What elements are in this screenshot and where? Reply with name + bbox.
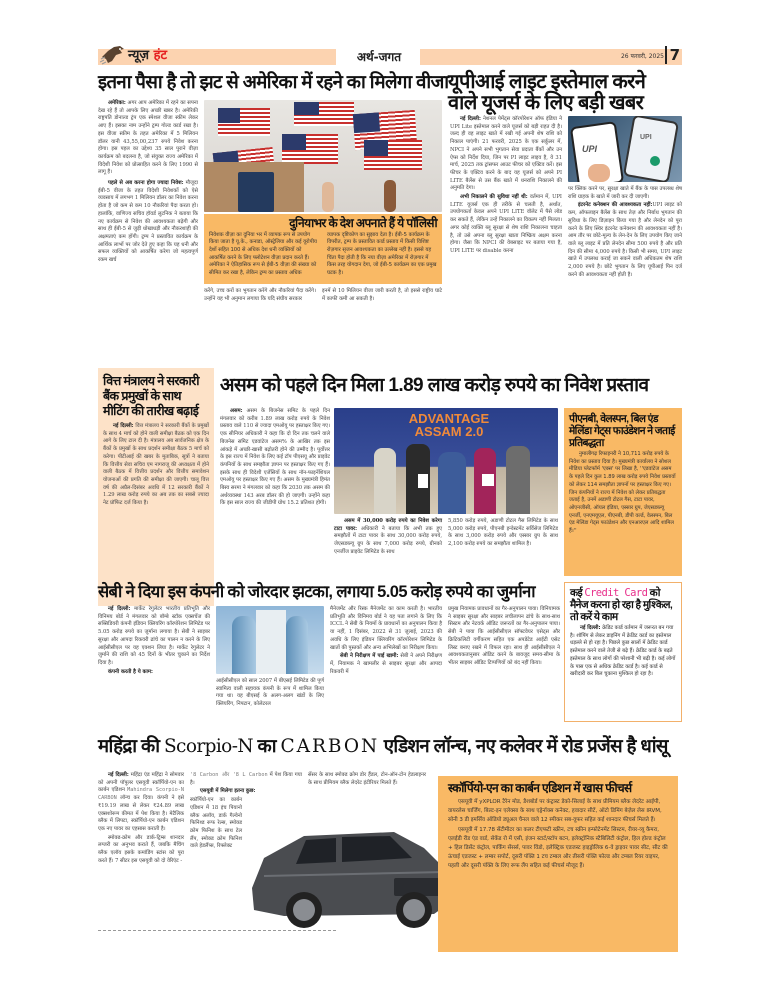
building-center <box>256 610 286 674</box>
finance-ministry-headline: वित्त मंत्रालय ने सरकारी बैंक प्रमुखों के साथ मीटिंग की तारीख बढ़ाई <box>103 374 199 418</box>
scorpio-headline <box>98 736 682 756</box>
visa-lead-column <box>98 100 198 266</box>
logo-text <box>128 45 167 63</box>
masthead <box>98 42 682 68</box>
hand <box>322 182 334 212</box>
logo[interactable] <box>100 42 167 66</box>
assam-col3: 5,850 करोड़ रुपये, अडाणी टोटल गैस लिमिटेड के साथ 5,000 करोड़ रुपये, पीएनबी इन्वेस्टमेंट सर्विसेज लिमिटेड के साथ 3,000 करोड़ रुपये और एस्सार ग्रुप के साथ 2,100 करोड़ रुपये का समझौता शामिल है। <box>448 518 558 548</box>
scorpio-box-text1: एसयूवी में yXPLOR टैरेन मोड, डैशबोर्ड पर कंट्रास्ट डेको-सिलाई के साथ प्रीमियम ब्लैक लेदरेट आईपी, वायरलेस चार्जिंग, बिल्ट-इन एलेक्सा के साथ एड्रेनॉक्स कनेक्ट, हवादार सीटें, ऑटो डिमिंग बेज़ेल लेस IRVM, सोनी 3 डी इमर्सिव ऑडियो ड्यूअल चैनल वाले 12 स्पीकर सब-वूफर सहित कई शानदार फीचर्स मिलते हैं। <box>448 798 662 823</box>
page-number: 7 <box>665 46 680 64</box>
sebi-subheading-1: कंपनी करती है ये काम: <box>108 668 153 675</box>
upi-text1: नेशनल पेमेंट्स कॉरपोरेशन ऑफ इंडिया ने UPI Lite इस्तेमाल करने वाले यूजर्स को बड़ी राहत दी है। जल्द ही वह लाइट खाते में रखी गई अपनी शेष राशि को निकाल पाएंगी। 21 फरवरी, 2025 के एक सर्कुलर में, NPCI ने अपने सभी भुगतान सेवा प्रदाता बैंकों और उन ऐप्स को निर्देश दिया, जिन पर PI लाइट लाइव है, वे 31 मार्च, 2025 तक ट्रांसफर आउट फीचर को एक्टिव करें। इस फीचर के एक्टिव करने के बाद यह यूजर्स को अपने PI LITE बैलेंस से उस बैंक खाते में धनराशि निकालने की अनुमति देगा। <box>450 116 562 192</box>
us-flag-1 <box>218 108 270 136</box>
scorpio-model-name: Mahindra Scorpio-N CARBON <box>98 787 185 802</box>
scorpio-headline-e: एडिशन लॉन्च, नए कलेवर में रोड प्रजेंस है धांसू <box>383 735 668 756</box>
building-tower-left <box>232 616 256 674</box>
upi-logo-right: UPI <box>640 134 652 141</box>
visa-box-title: दुनियाभर के देश अपनाते हैं ये पॉलिसी <box>289 216 437 230</box>
hand <box>384 180 396 212</box>
upi-text3: पर क्लिक करने पर, सुरक्षा खाते में बैंक के पास उपलब्ध शेष राशि ग्राहक के खाते में जारी कर दी जाएगी। <box>568 186 682 200</box>
sebi-col1 <box>98 606 210 677</box>
assam-text2: अधिकारी ने बताया कि अभी तक हुए समझौतों में टाटा पावर के साथ 30,000 करोड़ रुपये, जेएसडब्ल्यू ग्रुप के साथ 7,000 करोड़ रुपये, ग्रीनको एनर्जीज प्राइवेट लिमिटेड के साथ <box>334 525 442 555</box>
bse-building-image <box>216 606 324 674</box>
credit-card-body: क्रेडिट कार्ड वर्तमान में जरूरत बन गया है। शॉपिंग से लेकर डाइनिंग में क्रेडिट कार्ड का इस्तेमाल धड़ल्ले से हो रहा है। पिछले कुछ सालों में क्रेडिट कार्ड इस्तेमाल करने वाले तेजी से बढ़े हैं। क्रेडिट कार्ड के बढ़ते इस्तेमाल के साथ लोगों की परेशानी भी बढ़ी है। कई लोगों के पास एक से अधिक क्रेडिट कार्ड है। कई कार्ड से खरीदारी कर बिल चुकाना मुश्किल हो रहा है। <box>570 625 676 678</box>
finance-ministry-dateline: नई दिल्ली: <box>113 423 134 429</box>
visa-policy-box <box>204 214 442 284</box>
upi-headline <box>448 72 682 114</box>
banner-line1: ADVANTAGE <box>408 411 490 426</box>
assam-headline: असम को पहले दिन मिला 1.89 लाख करोड़ रुपये का निवेश प्रस्ताव <box>220 375 649 396</box>
sebi-dateline: नई दिल्ली: <box>108 606 131 612</box>
sebi-text3: सेबी ने अपने निरीक्षण में, नियामक ने खामलीर से साइबर सुरक्षा और आपदा रिकवरी में <box>330 653 442 675</box>
finance-ministry-body: वित्त मंत्रालय ने सरकारी बैंकों के प्रमुखों के साथ 4 मार्च को होने वाली समीक्षा बैठक को एक दिन आगे के लिए टाल दी है। मंत्रालय अब सार्वजनिक क्षेत्र के बैंकों के प्रमुखों के साथ प्रदर्शन समीक्षा बैठक 5 मार्च को करेगा। पीटीआई की खबर के मुताबिक, सूत्रों ने बताया कि वित्तीय सेवा सचिव एम नागराजू की अध्यक्षता में होने वाली बैठक में वित्तीय प्रदर्शन और वित्तीय समावेशन योजनाओं की प्रगति की समीक्षा की जाएगी। चालू वित्त वर्ष की अप्रैल-दिसंबर अवधि में 12 सरकारी बैंकों ने 1.29 लाख करोड़ रुपये का अब तक का सबसे ज्यादा नेट प्रॉफिट दर्ज किया है। <box>103 423 209 507</box>
upi-headline-line2: वाले यूजर्स के लिए बड़ी खबर <box>448 92 644 114</box>
visa-dateline: अमेरिका: <box>108 100 126 106</box>
certificate-1 <box>418 474 428 488</box>
upi-col1 <box>450 116 562 257</box>
sebi-col4: प्रमुख नियामक प्रावधानों का गैर-अनुपालन पाया। विनियामक ने साइबर सुरक्षा और साइबर लचीलापन ढांचे के साथ-साथ सिस्टम और नेटवर्क ऑडिट जरूरतों का गैर-अनुपालन पाया। सेबी ने पाया कि आईसीसीएल सॉफ्टवेयर एसेट्स और क्रिटिकलिटी वर्गीकरण सहित एक अपडेटेड आईटी एसेट लिस्ट बनाए रखने में विफल रहा। साथ ही आईसीसीएल ने आवश्यकतानुसार ऑडिट करने के बावजूद समय-सीमा के भीतर साइबर ऑडिट टिप्पणियों को बंद नहीं किया। <box>448 606 560 666</box>
scorpio-car-image <box>244 818 454 930</box>
sebi-image-caption: आईसीसीएल को साल 2007 में बीएसई लिमिटेड की पूर्ण स्वामित्व वाली सहायक कंपनी के रूप में शामिल किया गया था। यह बीएसई के अलग-अलग खंडों के लिए क्लियरिंग, निपटान, कोलेटरल <box>216 678 324 708</box>
scorpio-text3: में पेश किया गया है। <box>190 772 302 786</box>
certificate-2 <box>482 474 494 486</box>
credit-card-box <box>564 582 682 722</box>
assam-subheading: असम में 30,000 करोड़ रुपये का निवेश करेगा टाटा पावर: <box>334 518 442 532</box>
visa-sub-text: मौजूदा ईबी-5 वीजा के तहत विदेशी निवेशकों को ऐसे व्यवसाय में लगभग 1 मिलियन डॉलर का निवेश करना होता है जो कम से कम 10 नौकरियां पैदा करता हो। हालांकि, वाणिज्य सचिव हॉवर्ड लुटनिक ने बताया कि नए कार्यक्रम से निवेश की आवश्यकता बढ़ेगी और साथ ही ईबी-5 से जुड़ी धोखाधड़ी और नौकरशाही की अक्षमताएं कम होंगी। ट्रम्प ने प्रस्तावित कार्यक्रम के आर्थिक लाभों पर जोर देते हुए कहा कि यह धनी और सफल व्यक्तियों को आकर्षित करेगा जो महत्वपूर्ण रकम खर्च <box>98 180 198 264</box>
credit-card-highlight: Credit Card <box>584 587 648 599</box>
section-title: अर्थ-जगत <box>356 50 402 64</box>
pnb-text: नुमालीगढ़ रिफाइनरी ने 10,711 करोड़ रुपये के निवेश का प्रस्ताव दिया है। मुख्यमंत्री कार्यालय ने सोशल मीडिया प्लेटफॉर्म 'एक्स' पर लिखा है, ''एडवांटेज असम के पहले दिन कुल 1.89 लाख करोड़ रुपये निवेश प्रस्तावों को लेकर 114 समझौता ज्ञापनों पर हस्ताक्षर किए गए। जिन कंपनियों ने राज्य में निवेश को लेकर प्रतिबद्धता जताई है, उनमें अडाणी टोटल गैस, टाटा पावर, ओएनजीसी, ऑयल इंडिया, एस्सार ग्रुप, जेएसडब्ल्यू एनर्जी, एनएमयूएल, पीएनबी, डीपी वर्ल्ड, वेलस्पन, बिल एंड मेलिंडा गेट्स फाउंडेशन और एनआरएल आदि शामिल हैं।'' <box>569 451 676 535</box>
building-tower-right <box>286 616 308 674</box>
scorpio-text1b: लॉन्च कर दिया। कंपनी ने इसे ₹19.19 लाख से लेकर ₹24.89 लाख एक्सशोरूम कीमत में पेश किया है। मेटैलिक ब्लैक में लिपटा, स्कॉर्पियो-एन कार्बन एडिशन एक नए पावर का एहसास कराती है। <box>98 795 184 832</box>
sebi-text2: मैनेजमेंट और रिस्क मैनेजमेंट का काम करती है। भारतीय प्रतिभूति और विनिमय बोर्ड ने यह पता लगाने के लिए कि ICCL ने सेबी के नियमों के प्रावधानों का अनुपालन किया है या नहीं, 1 दिसंबर, 2022 से 31 जुलाई, 2023 की अवधि के लिए इंडियन क्लियरिंग कॉरपोरेशन लिमिटेड के खातों की पुस्तकों और अन्य अभिलेखों का निरीक्षण किया। <box>330 606 442 651</box>
scorpio-col3: सेंसर के साथ स्मोक्ड क्रोम डोर हैंडल, टोन-ऑन-टोन हेडलाइनर के साथ प्रीमियम ब्लैक लेदरेट इंटीरियर मिलते हैं। <box>308 772 426 786</box>
hand <box>588 164 610 182</box>
banner-line2: ASSAM 2.0 <box>414 424 484 439</box>
scorpio-headline-model: Scorpio-N <box>163 736 253 757</box>
assam-col1 <box>220 408 330 509</box>
us-flag-2 <box>294 102 354 126</box>
summit-banner-text <box>394 412 504 438</box>
suv-car-icon <box>244 818 454 930</box>
logo-brand-b: हंट <box>153 48 168 63</box>
person-1 <box>374 448 396 514</box>
assam-body: असम के बिजनेस समिट के पहले दिन मंगलवार को करीब 1.89 लाख करोड़ रुपये के निवेश प्रस्ताव वाले 110 से ज्यादा एमओयू पर हस्ताक्षर किए गए। एक सीनियर अधिकारी ने कहा कि दो दिन तक चलने वाले बिजनेस समिट एडवांटेज असम% के आखिर तक इस आंकड़े में अच्छी-खासी बढ़ोतरी होने की उम्मीद है। पूर्वोत्तर के इस राज्य में निवेश के लिए कई टॉप पीएसयू और प्राइवेट कंपनियों के साथ समझौता ज्ञापन पर हस्ताक्षर किए गए हैं। इसके साथ ही विदेशी एजेंसियों के साथ नॉन-फाइनेंशियल एमओयू पर हस्ताक्षर किए गए हैं। असम के मुख्यमंत्री हिमंत बिस्व सरमा ने मंगलवार को कहा कि 2030 तक असम की अर्थव्यवस्था 143 अरब डॉलर की हो जाएगी। उन्होंने कहा कि इस साल राज्य की जीडीपी ग्रोथ 15.2 प्रतिशत होगी। <box>220 408 330 507</box>
scorpio-text2: स्मोक्ड-क्रोम और डार्क-ट्रिम्स शानदार लग्जरी का अनुभव कराते हैं, जबकि मैचिंग ब्लैक एलॉय इसके कमांडिंग स्टांस को पूरा करते हैं। 7 सीटर इस एसयूवी को दो वेरिएंट - <box>98 834 184 864</box>
scorpio-text1: महिंद्रा एंड महिंद्रा ने सोमवार को अपनी पॉपुलर एसयूवी स्कॉर्पियो-एन का कार्बन एडिशन <box>98 772 184 794</box>
sebi-headline: सेबी ने दिया इस कंपनी को जोरदार झटका, लगाया 5.05 करोड़ रुपये का जुर्माना <box>98 583 535 601</box>
assam-summit-image <box>334 408 558 514</box>
upi-text4: UPI लाइट को कम, ऑफलाइन बैलेंस के साथ तेज़ और निर्बाध भुगतान की सुविधा के लिए डिज़ाइन किया गया है और लेनदेन को पूरा करने के लिए स्थिर इंटरनेट कनेक्शन की आवश्यकता नहीं है। आम तौर पर छोटे-मूल्य के लेन-देन के लिए उपयोग किए जाने वाले ब्लू लाइट में प्रति लेनदेन सीमा 500 रुपये है और प्रति दिन की सीमा 4,000 रुपये है। किसी भी समय, UPI लाइट खाते में उपलब्ध कराई जा सकने वाली अधिकतम शेष राशि 2,000 रुपये है। छोटे भुगतान के लिए यूपीआई पिन दर्ज करने की आवश्यकता नहीं होती है। <box>568 202 682 278</box>
scorpio-variants: '8 Carbon और '8 L Carbon <box>190 772 268 778</box>
check-icon <box>650 156 660 166</box>
scorpio-box-title: स्कॉर्पियो-एन का कार्बन एडिशन में खास फीचर्स <box>448 781 632 795</box>
assam-col2 <box>334 518 442 558</box>
person-3 <box>438 452 466 514</box>
upi-dateline: नई दिल्ली: <box>460 116 481 122</box>
visa-cont-col2: इनमें से 10 मिलियन वीजा जारी करती है, तो इससे राष्ट्रीय घाटे में काफी कमी आ सकती है। <box>322 288 442 302</box>
scorpio-text4: स्कॉर्पियो-एन का कार्बन एडिशन में 18 इंच पियानो ब्लैक अलॉय, डार्क गैल्वेनो फिनिश्ड रूफ रेल्स, स्मोक्ड क्रोम फिनिश के साथ टेल लैंप, स्मोक्ड क्रोम फिनिश वाले हेडलैंप्स, रिफ्लेक्ट <box>190 797 242 850</box>
credit-card-dateline: नई दिल्ली: <box>580 625 601 631</box>
upi-text2: वर्तमान में, UPI LITE यूजर्स एक ही तरीके से चलती है, अर्थात, उपयोगकर्ता केवल अपने UPI LITE वॉलेट में पैसे लोड कर सकते हैं, लेकिन उन्हें निकालने का विकल्प नहीं मिलता। अगर कोई व्यक्ति ब्लू सुरक्षा से शेष राशि निकालना चाहता है, तो उसे अपना ब्लू सुरक्षा खाता निष्क्रिय अक्षम करना होगा। जैसा कि NPCI की वेबसाइट पर बताया गया है, UPI LITE पर disable करना <box>450 194 562 254</box>
scorpio-headline-c: का <box>257 735 276 756</box>
finance-ministry-box <box>98 368 214 606</box>
us-flag-5 <box>364 140 422 170</box>
issue-date: 26 फरवरी, 2025 <box>620 53 664 60</box>
assam-dateline: असम: <box>230 408 243 414</box>
visa-cont-col1: करेंगे, उच्च करों का भुगतान करेंगे और नौकरियां पैदा करेंगे। उन्होंने यह भी अनुमान लगाया कि यदि संघीय सरकार <box>204 288 316 302</box>
pnb-commitment-box <box>564 408 682 576</box>
phone-right <box>623 116 679 182</box>
scorpio-col1 <box>98 772 184 866</box>
scorpio-dateline: नई दिल्ली: <box>108 772 129 778</box>
scorpio-subheading: एसयूवी में मिलेगा इतना कुछ: <box>200 788 256 795</box>
credit-card-headline-rest: को मैनेज करना हो रहा है मुश्किल, तो करें ये काम <box>570 587 673 623</box>
passport-book <box>238 172 274 212</box>
newspaper-page <box>98 42 682 972</box>
logo-brand-a: न्यूज़ <box>128 48 150 63</box>
us-flag-3 <box>282 134 338 164</box>
scorpio-headline-carbon: CARBON <box>280 736 380 757</box>
visa-lead-text: अगर आप अमेरिका में रहने का सपना देख रहे हैं तो आपके लिए अच्छी खबर है। अमेरिकी राष्ट्रपति डोनाल्ड ट्रंप एक स्पेशल वीजा स्कीम लेकर आए हैं। इसका नाम उन्होंने ट्रम्प गोल्ड कार्ड रखा है। इस वीजा स्कीम के तहत अमेरिका में 5 मिलियन डॉलर यानी 43,55,00,237 रुपये निवेश करना होगा। इस पहल का उद्देश्य 35 साल पुराने वीज़ा कार्यक्रम को बदलना है, जो संयुक्त राज्य अमेरिका में विदेशी निवेश को प्रोत्साहित करने के लिए 1990 से लागू है। <box>98 100 198 176</box>
person-5 <box>506 446 530 514</box>
sebi-subheading-2: सेबी ने निरीक्षण में पाई खामी: <box>340 653 399 660</box>
upi-phone-image <box>568 116 682 182</box>
upi-subheading-1: अभी निकालने की सुविधा नहीं थी: <box>460 194 528 201</box>
scorpio-bottom-rule <box>98 930 336 931</box>
pnb-headline: पीएनबी, वेलस्पन, बिल एंड मेलिंडा गेट्स फाउंडेशन ने जताई प्रतिबद्धता <box>569 413 675 449</box>
visa-box-col1: निवेशक वीज़ा का दुनिया भर में व्यापक रूप से उपयोग किया जाता है यू.के., कनाडा, ऑस्ट्रेलिया और कई यूरोपीय देशों सहित 100 से अधिक देश धनी व्यक्तियों को आकर्षित करने के लिए फ्लोटेशन वीज़ा प्रदान करते हैं। अमेरिका ने ऐतिहासिक रूप से ईबी-5 वीज़ा की संख्या को सीमित कर रखा है, लेकिन ट्रम्प का प्रस्ताव अधिक <box>209 231 317 277</box>
scorpio-headline-a: महिंद्रा की <box>98 735 160 756</box>
scorpio-box-text2: एसयूवी में 17.78 सेंटीमीटर का कलर टीएफटी स्क्रीन, टच स्क्रीन इन्फोटेनमेंट सिस्टम, रीयर-व्यू कैमरा, एलईडी रीड एंड वार्ड, सेकेंड रो में एसी, इंजन स्टार्ट/स्टॉप बटन, इलेक्ट्रॉनिक स्टैबिलिटी कंट्रोल, हिल होल्ड कंट्रोल + हिल डिसेंट कंट्रोल, पार्किंग सेंसर्स, पावर विंडो, इलेक्ट्रिक एडजस्ट हाइड्रोलिक 6-वे ड्राइवर पावर सीट, सीट की ऊंचाई एडजस्ट + लम्बर सपोर्ट, दूसरी पंक्ति 1 टच टम्बल और तीसरी पंक्ति फोल्ड और टम्बल रियर वाइपर, पहली और दूसरी पंक्ति के लिए रूफ लैंप सहित कई फीचर्स मौजूद हैं। <box>448 826 668 869</box>
credit-card-text <box>570 625 676 679</box>
sebi-text1: मार्केट रेगुलेटर भारतीय प्रतिभूति और विनिमय बोर्ड ने मंगलवार को बॉम्बे स्टॉक एक्सचेंज की सब्सिडियरी कंपनी इंडियन क्लियरिंग कॉरपोरेशन लिमिटेड पर 5.05 करोड़ रुपये का जुर्माना लगाया है। सेबी ने साइबर सुरक्षा और आपदा रिकवरी ढांचे का पालन न करने के लिए आईसीसीएल पर यह एक्शन लिया है। मार्केट रेगुलेटर ने जुर्माने की राशि को 45 दिनों के भीतर चुकाने का निर्देश दिया है। <box>98 606 210 666</box>
upi-headline-line1: यूपीआई लाइट इस्तेमाल करने <box>448 71 646 93</box>
scorpio-box-text <box>448 798 668 871</box>
visa-headline: इतना पैसा है तो झट से अमेरिका में रहने का मिलेगा वीजा <box>98 71 449 92</box>
sebi-col3 <box>330 606 442 677</box>
visa-box-col2: व्यापक दृष्टिकोण का सुझाव देता है। ईबी-5 कार्यक्रम के विपरीत, ट्रम्प के प्रस्तावित कार्ड प्रस्ताव में किसी विशिष्ट रोज़गार सृजन आवश्यकता का उल्लेख नहीं है। इससे यह चिंता पैदा होती है कि नया वीज़ा अमेरिका में रोज़गार में किस तरह योगदान देगा, जो ईबी-5 कार्यक्रम का एक प्रमुख घटक है। <box>327 231 437 277</box>
eagle-logo-icon <box>100 43 126 65</box>
visa-flags-image <box>204 100 442 212</box>
upi-col2 <box>568 186 682 280</box>
credit-card-headline <box>570 587 676 623</box>
credit-card-headline-prefix: कई <box>570 587 583 599</box>
upi-logo-left: UPI <box>582 144 598 154</box>
scorpio-features-box <box>438 776 678 952</box>
finance-ministry-text <box>103 423 209 508</box>
upi-subheading-2: इंटरनेट कनेक्शन की आवश्यकता नहीं: <box>578 202 653 209</box>
visa-subheading: पहले से अब करना होगा ज्यादा निवेश: <box>108 180 184 187</box>
